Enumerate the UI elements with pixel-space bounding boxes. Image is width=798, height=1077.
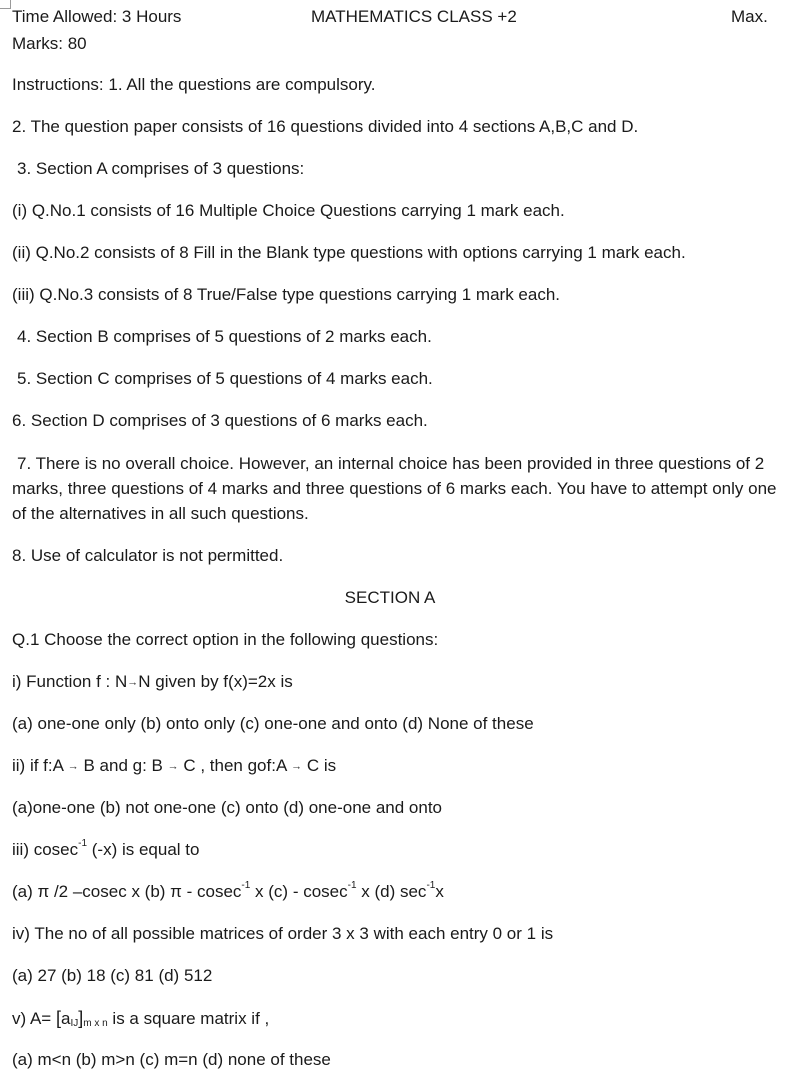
question-1-i-options: (a) one-one only (b) onto only (c) one-one and onto (d) None of these xyxy=(12,714,534,733)
qv-text-b: is a square matrix if , xyxy=(112,1009,270,1028)
max-label: Max. xyxy=(731,7,768,26)
qiii-text-b: (-x) is equal to xyxy=(91,840,200,859)
qi-text-b: N given by f(x)=2x is xyxy=(138,672,293,691)
question-1-ii-options: (a)one-one (b) not one-one (c) onto (d) one-one and onto xyxy=(12,798,442,817)
page-corner-mark xyxy=(0,0,11,9)
right-arrow-icon: → xyxy=(67,760,79,773)
instruction-8: 8. Use of calculator is not permitted. xyxy=(12,546,284,565)
max-marks: Marks: 80 xyxy=(12,34,87,53)
instruction-2: 2. The question paper consists of 16 questions divided into 4 sections A,B,C and D. xyxy=(12,117,639,136)
qii-text-d: C is xyxy=(306,756,337,775)
matrix-element-subscript: IJ xyxy=(70,1018,79,1029)
question-1-ii xyxy=(12,756,336,777)
instruction-7: 7. There is no overall choice. However, an internal choice has been provided in three questions of 2 marks, three questions of 4 marks and three questions of 6 marks each. You have to attempt only one of the alternatives in all such questions. xyxy=(12,454,777,523)
right-arrow-icon: → xyxy=(167,760,179,773)
matrix-element: a xyxy=(60,1009,71,1028)
instruction-3: 3. Section A comprises of 3 questions: xyxy=(17,159,305,178)
question-1-iii-options xyxy=(12,882,444,902)
qii-text-c: C , then gof:A xyxy=(183,756,287,775)
qi-text-a: i) Function f : N xyxy=(12,672,128,691)
qii-text-b: B and g: B xyxy=(83,756,163,775)
inverse-superscript: -1 xyxy=(426,880,436,892)
question-1-v xyxy=(12,1008,269,1034)
question-1-prompt: Q.1 Choose the correct option in the following questions: xyxy=(12,630,439,649)
instruction-3-iii: (iii) Q.No.3 consists of 8 True/False type questions carrying 1 mark each. xyxy=(12,285,561,304)
inverse-superscript: -1 xyxy=(78,838,88,850)
qiii-option-2: x (c) - cosec xyxy=(250,882,348,901)
question-1-iv: iv) The no of all possible matrices of order 3 x 3 with each entry 0 or 1 is xyxy=(12,924,554,943)
instruction-3-i: (i) Q.No.1 consists of 16 Multiple Choice Questions carrying 1 mark each. xyxy=(12,201,565,220)
qv-text-a: v) A= xyxy=(12,1009,52,1028)
instruction-5: 5. Section C comprises of 5 questions of 4 marks each. xyxy=(17,369,433,388)
question-1-iii xyxy=(12,840,199,860)
instruction-6: 6. Section D comprises of 3 questions of 6 marks each. xyxy=(12,411,428,430)
qii-text-a: ii) if f:A xyxy=(12,756,64,775)
right-arrow-icon: → xyxy=(127,676,139,689)
section-a-heading: SECTION A xyxy=(344,588,436,607)
qiii-text-a: iii) cosec xyxy=(12,840,79,859)
inverse-superscript: -1 xyxy=(347,880,357,892)
instruction-4: 4. Section B comprises of 5 questions of 2 marks each. xyxy=(17,327,432,346)
qiii-option-1: (a) π /2 –cosec x (b) π - cosec xyxy=(12,882,242,901)
matrix-open-bracket: [ xyxy=(55,1008,61,1028)
inverse-superscript: -1 xyxy=(241,880,251,892)
instruction-3-ii: (ii) Q.No.2 consists of 8 Fill in the Blank type questions with options carrying 1 mark each. xyxy=(12,243,686,262)
paper-title: MATHEMATICS CLASS +2 xyxy=(311,7,517,26)
right-arrow-icon: → xyxy=(291,760,303,773)
matrix-close-bracket: ] xyxy=(78,1008,84,1028)
instruction-1: Instructions: 1. All the questions are compulsory. xyxy=(12,75,376,94)
matrix-order-subscript: m x n xyxy=(83,1018,108,1029)
qiii-option-4: x xyxy=(435,882,444,901)
time-allowed: Time Allowed: 3 Hours xyxy=(12,7,182,26)
question-1-i xyxy=(12,672,293,693)
question-1-iv-options: (a) 27 (b) 18 (c) 81 (d) 512 xyxy=(12,966,213,985)
qiii-option-3: x (d) sec xyxy=(356,882,427,901)
question-1-v-options: (a) m<n (b) m>n (c) m=n (d) none of these xyxy=(12,1050,331,1069)
